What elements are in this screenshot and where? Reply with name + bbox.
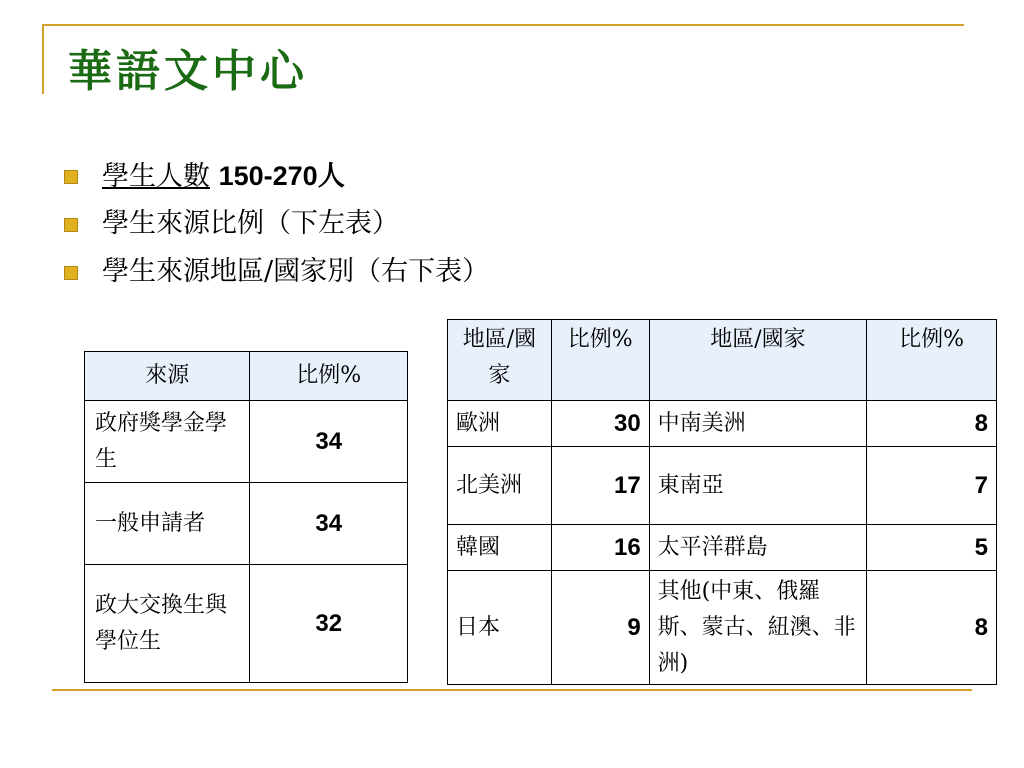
bullet-text: 學生來源地區/國家別（右下表）	[102, 256, 490, 287]
percent-cell: 16	[551, 525, 649, 571]
region-cell: 歐洲	[448, 401, 552, 447]
percent-cell: 8	[867, 401, 997, 447]
region-cell: 日本	[448, 571, 552, 685]
region-cell: 其他(中東、俄羅斯、蒙古、紐澳、非洲)	[649, 571, 867, 685]
source-cell: 一般申請者	[85, 483, 250, 565]
percent-cell: 32	[250, 565, 408, 683]
column-header-region: 地區/國家	[448, 320, 552, 401]
column-header-region: 地區/國家	[649, 320, 867, 401]
top-rule	[42, 24, 964, 26]
percent-cell: 5	[867, 525, 997, 571]
source-cell: 政府獎學金學生	[85, 401, 250, 483]
percent-cell: 17	[551, 447, 649, 525]
percent-cell: 7	[867, 447, 997, 525]
student-count-label: 學生人數	[102, 161, 210, 192]
bullet-region-ratio	[62, 248, 489, 296]
table-header-row	[448, 320, 997, 401]
percent-cell: 34	[250, 483, 408, 565]
bullet-list	[62, 152, 489, 296]
region-cell: 東南亞	[649, 447, 867, 525]
page-title: 華語文中心	[68, 46, 308, 97]
student-count-unit: 人	[317, 161, 345, 191]
column-header-percent: 比例%	[551, 320, 649, 401]
column-header-percent: 比例%	[250, 352, 408, 401]
table-row	[85, 401, 408, 483]
bullet-square-icon	[64, 170, 78, 184]
region-cell: 北美洲	[448, 447, 552, 525]
percent-cell: 34	[250, 401, 408, 483]
region-cell: 韓國	[448, 525, 552, 571]
left-rule	[42, 24, 44, 94]
source-ratio-table	[84, 351, 408, 683]
bullet-square-icon	[64, 266, 78, 280]
percent-cell: 30	[551, 401, 649, 447]
table-header-row	[85, 352, 408, 401]
column-header-source: 來源	[85, 352, 250, 401]
bullet-source-ratio	[62, 200, 489, 248]
student-count-value: 150-270	[218, 161, 318, 191]
percent-cell: 9	[551, 571, 649, 685]
table-row	[448, 571, 997, 685]
table-row	[448, 401, 997, 447]
bullet-student-count	[62, 152, 489, 200]
table-row	[448, 447, 997, 525]
bottom-rule	[52, 689, 972, 691]
table-row	[448, 525, 997, 571]
bullet-text: 學生來源比例（下左表）	[102, 208, 399, 239]
region-ratio-table	[447, 319, 997, 685]
region-cell: 中南美洲	[649, 401, 867, 447]
region-cell: 太平洋群島	[649, 525, 867, 571]
percent-cell: 8	[867, 571, 997, 685]
table-row	[85, 483, 408, 565]
table-row	[85, 565, 408, 683]
source-cell: 政大交換生與學位生	[85, 565, 250, 683]
column-header-percent: 比例%	[867, 320, 997, 401]
bullet-square-icon	[64, 218, 78, 232]
